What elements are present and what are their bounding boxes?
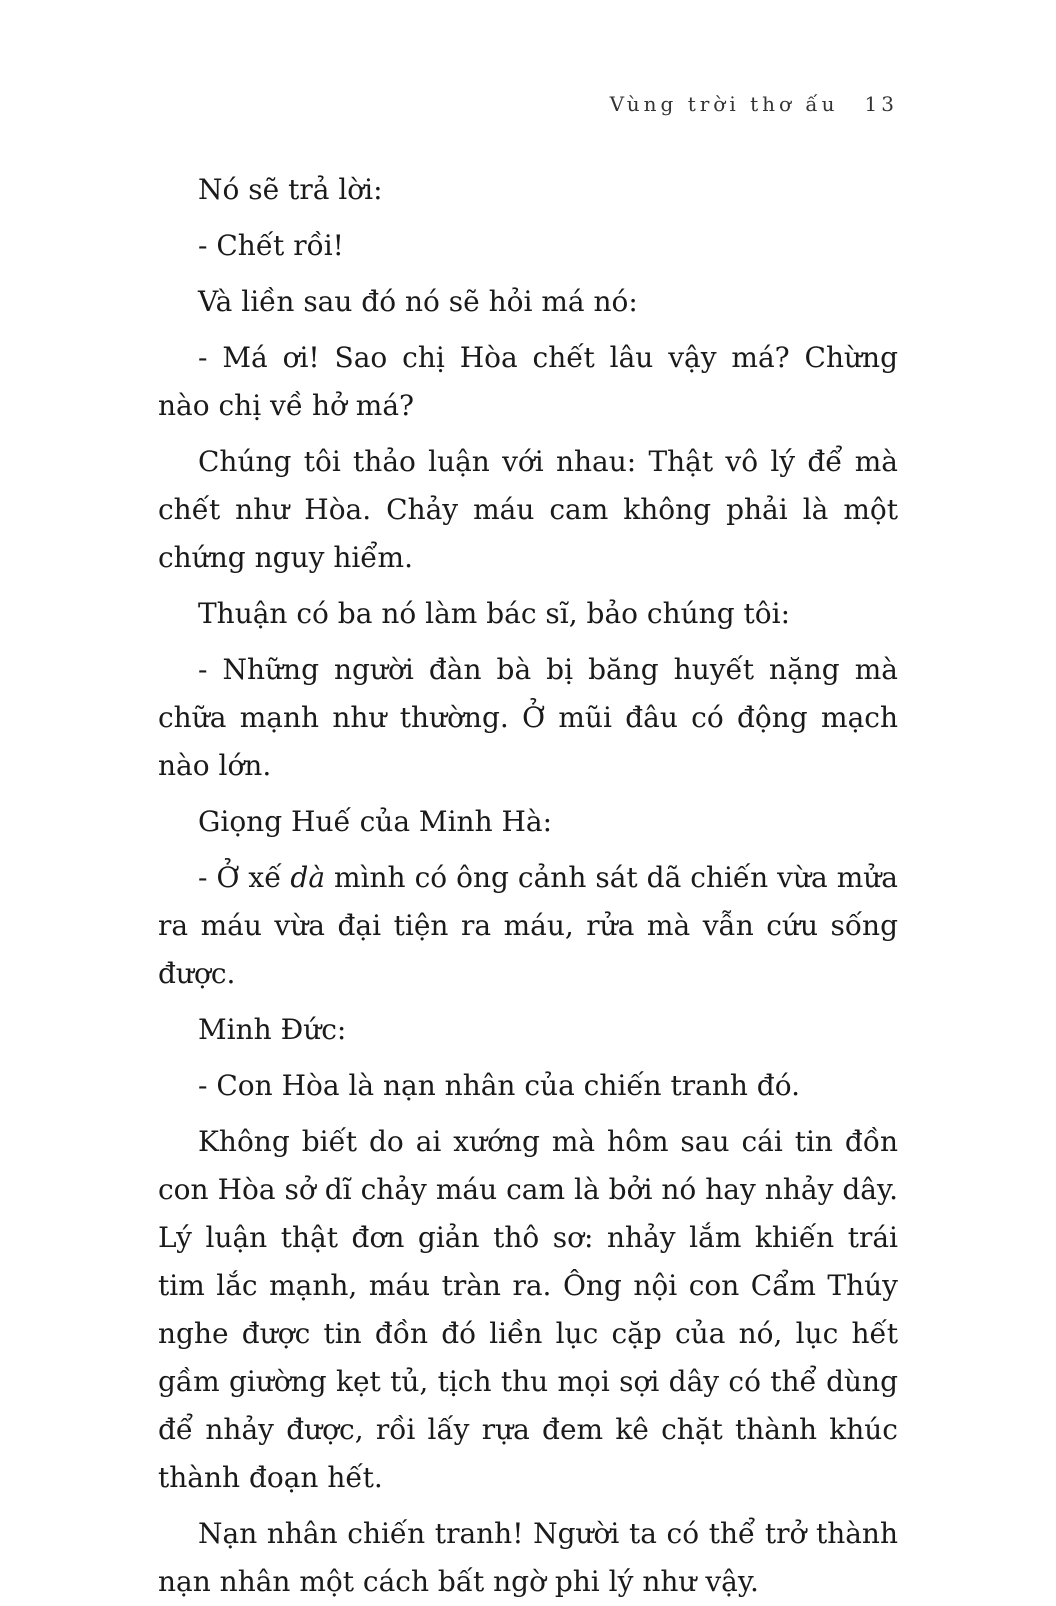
paragraph xyxy=(158,854,898,998)
paragraph: Thuận có ba nó làm bác sĩ, bảo chúng tôi: xyxy=(198,597,791,630)
running-head xyxy=(610,92,898,116)
paragraph: Không biết do ai xướng mà hôm sau cái tin đồn con Hòa sở dĩ chảy máu cam là bởi nó hay nhảy dây. Lý luận thật đơn giản thô sơ: nhảy lắm khiến trái tim lắc mạnh, máu tràn ra. Ông nội con Cẩm Thúy nghe được tin đồn đó liền lục cặp của nó, lục hết gầm giường kẹt tủ, tịch thu mọi sợi dây có thể dùng để nhảy được, rồi lấy rựa đem kê chặt thành khúc thành đoạn hết. xyxy=(158,1125,898,1494)
emphasized-word: dà xyxy=(290,861,326,894)
paragraph: - Con Hòa là nạn nhân của chiến tranh đó. xyxy=(198,1069,800,1102)
paragraph: - Những người đàn bà bị băng huyết nặng mà chữa mạnh như thường. Ở mũi đâu có động mạch nào lớn. xyxy=(158,653,898,782)
paragraph: Giọng Huế của Minh Hà: xyxy=(198,805,553,838)
paragraph: - Chết rồi! xyxy=(198,229,344,262)
page-number: 13 xyxy=(864,92,898,116)
paragraph: - Má ơi! Sao chị Hòa chết lâu vậy má? Chừng nào chị về hở má? xyxy=(158,341,898,422)
paragraph: Minh Đức: xyxy=(198,1013,347,1046)
running-title: Vùng trời thơ ấu xyxy=(609,92,839,116)
paragraph: Nạn nhân chiến tranh! Người ta có thể trở thành nạn nhân một cách bất ngờ phi lý như vậy. xyxy=(158,1517,898,1598)
paragraph-text: mình có ông cảnh sát dã chiến vừa mửa ra máu vừa đại tiện ra máu, rửa mà vẫn cứu sống được. xyxy=(158,861,898,990)
paragraph: Chúng tôi thảo luận với nhau: Thật vô lý để mà chết như Hòa. Chảy máu cam không phải là một chứng nguy hiểm. xyxy=(158,445,898,574)
paragraph: Và liền sau đó nó sẽ hỏi má nó: xyxy=(198,285,638,318)
page-body xyxy=(158,166,898,1606)
paragraph-text: - Ở xế xyxy=(198,861,291,894)
paragraph: Nó sẽ trả lời: xyxy=(198,173,383,206)
